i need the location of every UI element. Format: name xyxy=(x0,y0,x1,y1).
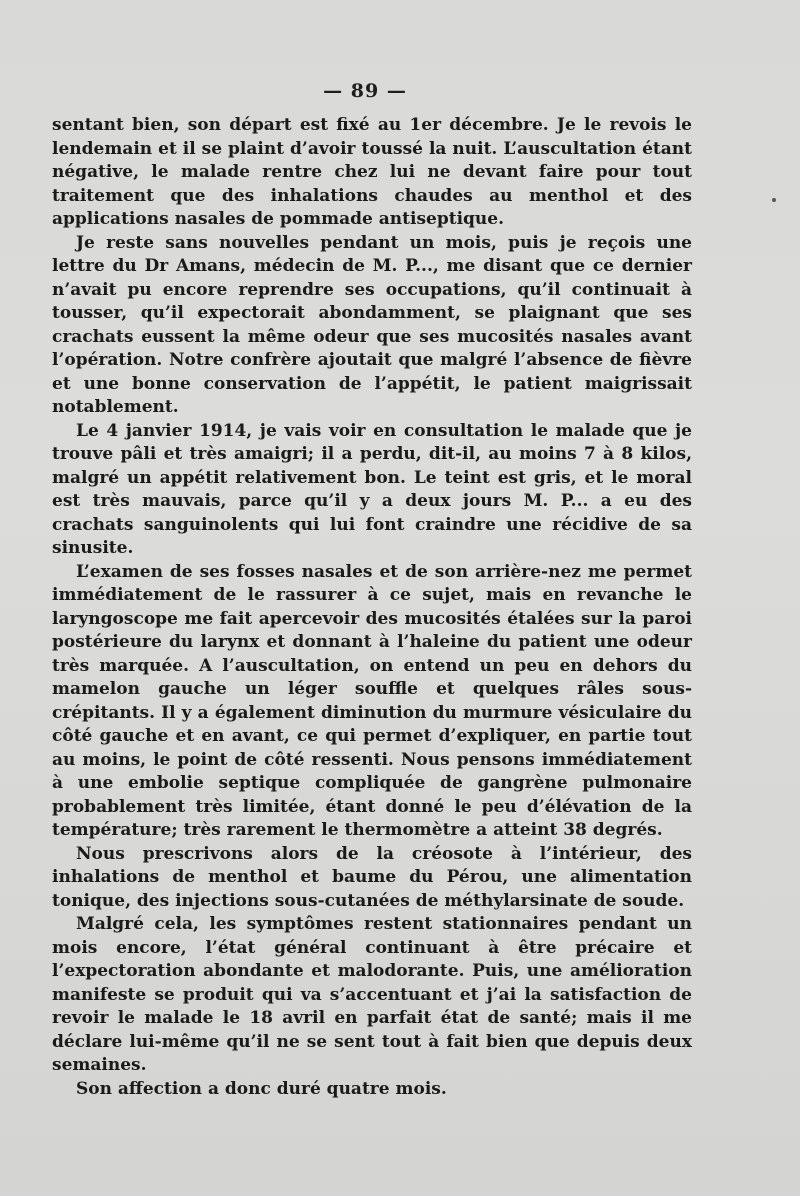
page-number: — 89 — xyxy=(323,80,407,102)
ink-speck xyxy=(772,198,776,202)
paragraph: Je reste sans nouvelles pendant un mois, puis je reçois une lettre du Dr Amans, médecin de M. P..., me disant que ce dernier n’avait pu encore reprendre ses occupations, qu’il continuait à tousser, qu’il expectorait abondamment, se plaignant que ses crachats eussent la même odeur que ses mucosités nasales avant l’opération. Notre confrère ajoutait que malgré l’absence de fièvre et une bonne conservation de l’appétit, le patient maigrissait notablement. xyxy=(52,232,692,417)
paragraph: Malgré cela, les symptômes restent stationnaires pendant un mois encore, l’état général continuant à être précaire et l’expectoration abondante et malodorante. Puis, une amélioration manifeste se produit qui va s’accentuant et j’ai la satisfaction de revoir le malade le 18 avril en parfait état de santé; mais il me déclare lui-même qu’il ne se sent tout à fait bien que depuis deux semaines. xyxy=(52,914,692,1075)
paragraph: Son affection a donc duré quatre mois. xyxy=(76,1078,447,1099)
paragraph: L’examen de ses fosses nasales et de son arrière-nez me permet immédiatement de le rassurer à ce sujet, mais en revanche le laryngoscope me fait apercevoir des mucosités étalées sur la paroi postérieure du larynx et donnant à l’haleine du patient une odeur très marquée. A l’auscultation, on entend un peu en dehors du mamelon gauche un léger souffle et quelques râles sous-crépitants. Il y a également diminution du murmure vésiculaire du côté gauche et en avant, ce qui permet d’expliquer, en partie tout au moins, le point de côté ressenti. Nous pensons immédiatement à une embolie septique compliquée de gangrène pulmonaire probablement très limitée, étant donné le peu d’élévation de la température; très rarement le thermomètre a atteint 38 degrés. xyxy=(52,561,692,840)
paragraph: Le 4 janvier 1914, je vais voir en consultation le malade que je trouve pâli et très amaigri; il a perdu, dit-il, au moins 7 à 8 kilos, malgré un appétit relativement bon. Le teint est gris, et le moral est très mauvais, parce qu’il y a deux jours M. P... a eu des crachats sanguinolents qui lui font craindre une récidive de sa sinusite. xyxy=(52,420,692,558)
paragraph: Nous prescrivons alors de la créosote à l’intérieur, des inhalations de menthol et baume du Pérou, une alimentation tonique, des injections sous-cutanées de méthylarsinate de soude. xyxy=(52,843,692,911)
body-text xyxy=(52,114,692,1101)
paragraph: sentant bien, son départ est fixé au 1er décembre. Je le revois le lendemain et il se plaint d’avoir toussé la nuit. L’auscultation étant négative, le malade rentre chez lui ne devant faire pour tout traitement que des inhalations chaudes au menthol et des applications nasales de pommade antiseptique. xyxy=(52,115,692,229)
